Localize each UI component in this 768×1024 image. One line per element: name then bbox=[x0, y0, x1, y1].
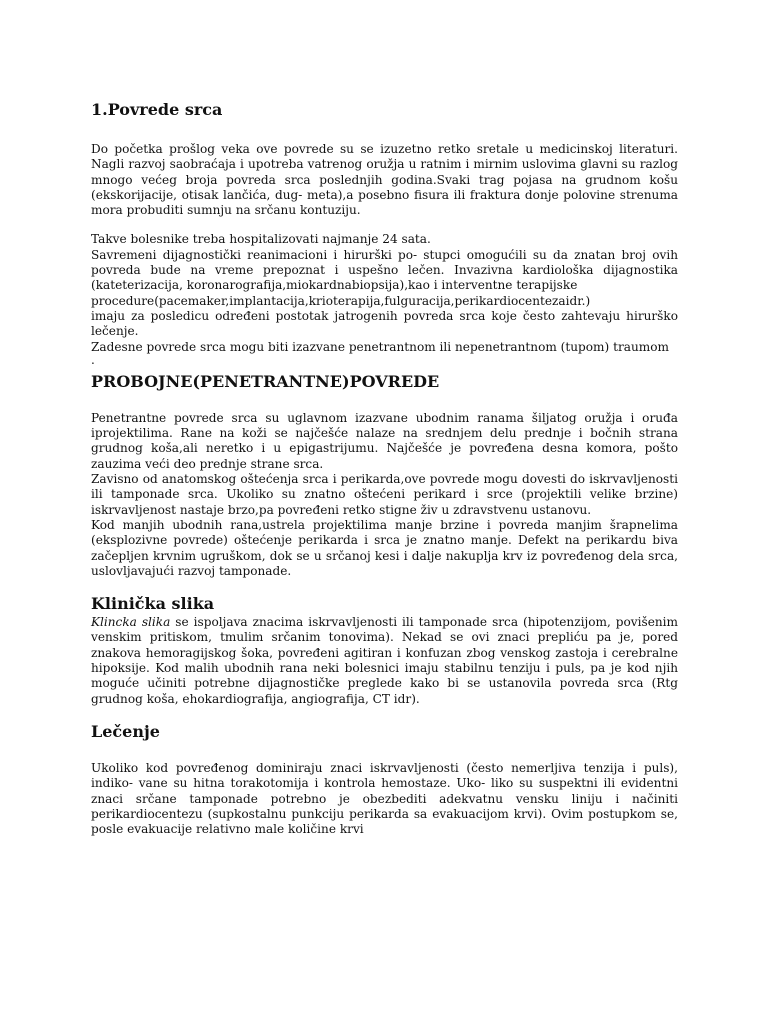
paragraph: Zadesne povrede srca mogu biti izazvane penetrantnom ili nepenetrantnom (tupom) traumom bbox=[91, 339, 669, 354]
paragraph: procedure(pacemaker,implantacija,krioterapija,fulguracija,perikardiocentezaidr.) bbox=[91, 293, 591, 308]
paragraph bbox=[91, 615, 678, 707]
italic-lead: Klincka slika bbox=[91, 615, 171, 630]
paragraph: Ukoliko kod povređenog dominiraju znaci iskrvavljenosti (često nemerljiva tenzija i puls), indiko- vane su hitna torakotomija i kontrola hemostaze. Uko- liko su suspektni ili evidentni znaci srčane tamponade potrebno je obezbediti adekvatnu vensku liniju i načiniti perikardiocentezu (supkostalnu punkciju perikarda sa evakuacijom krvi). Ovim postupkom se, posle evakuacije relativno male količine krvi bbox=[91, 760, 678, 837]
paragraph: Penetrantne povrede srca su uglavnom izazvane ubodnim ranama šiljatog oružja i oruđa iprojektilima. Rane na koži se najčešće nalaze na srednjem delu prednje i bočnih strana grudnog koša,ali neretko i u epigastrijumu. Najčešće je povređena desna komora, pošto zauzima veći deo prednje strane srca. bbox=[91, 410, 678, 471]
paragraph: Kod manjih ubodnih rana,ustrela projektilima manje brzine i povreda manjim šrapnelima (eksplozivne povrede) oštećenje perikarda i srca je znatno manje. Defekt na perikardu biva začepljen krvnim ugruškom, dok se u srčanoj kesi i dalje nakuplja krv iz povređenog dela srca, uslovljavajući razvoj tamponade. bbox=[91, 517, 678, 578]
section-title-lecenje: Lečenje bbox=[91, 721, 160, 741]
section-title-probojne: PROBOJNE(PENETRANTNE)POVREDE bbox=[91, 371, 440, 391]
paragraph: Takve bolesnike treba hospitalizovati najmanje 24 sata. bbox=[91, 232, 431, 247]
section-title-povrede: 1.Povrede srca bbox=[91, 100, 223, 119]
stray-dot: . bbox=[91, 352, 95, 367]
paragraph: Zavisno od anatomskog oštećenja srca i perikarda,ove povrede mogu dovesti do iskrvavljenosti ili tamponade srca. Ukoliko su znatno oštećeni perikard i srce (projektili velike brzine) iskrvavljenost nastaje brzo,pa povređeni retko stigne živ u zdravstvenu ustanovu. bbox=[91, 472, 678, 517]
paragraph: imaju za posledicu određeni postotak jatrogenih povreda srca koje često zahtevaju hirurško lečenje. bbox=[91, 308, 678, 339]
paragraph: Do početka prošlog veka ove povrede su se izuzetno retko sretale u medicinskoj literaturi. Nagli razvoj saobraćaja i upotreba vatrenog oružja u ratnim i mirnim uslovima glavni su razlog mnogo većeg broja povreda srca poslednjih godina.Svaki trag pojasa na grudnom košu (ekskorijacije, otisak lančića, dug- meta),a posebno fisura ili fraktura donje polovine strenuma mora probuditi sumnju na srčanu kontuziju. bbox=[91, 142, 678, 218]
section-title-klinicka: Klinička slika bbox=[91, 594, 215, 614]
paragraph: Savremeni dijagnostički reanimacioni i hirurški po- stupci omogućili su da znatan broj ovih povreda bude na vreme prepoznat i uspešno lečen. Invazivna kardiološka dijagnostika (kateterizacija, koronarografija,miokardnabiopsija),kao i interventne terapijske bbox=[91, 247, 678, 293]
document-page bbox=[91, 98, 678, 837]
paragraph-text: se ispoljava znacima iskrvavljenosti ili tamponade srca (hipotenzijom, povišenim venskim pritiskom, tmulim srčanim tonovima). Nekad se ovi znaci prepliću pa je, pored znakova hemoragijskog šoka, povređeni agitiran i konfuzan zbog venskog zastoja i cerebralne hipoksije. Kod malih ubodnih rana neki bolesnici imaju stabilnu tenziju i puls, pa je kod njih moguće učiniti potrebne dijagnostičke preglede kako bi se ustanovila povreda srca (Rtg grudnog koša, ehokardiografija, angiografija, CT idr). bbox=[91, 615, 678, 706]
